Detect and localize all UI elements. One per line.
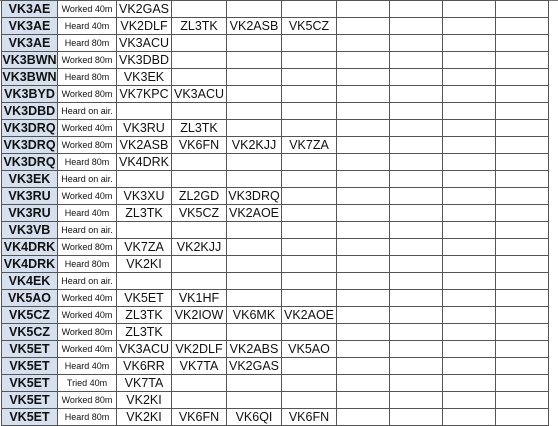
table-row: [2, 222, 549, 239]
empty-cell[interactable]: [337, 239, 390, 256]
empty-cell[interactable]: [443, 341, 496, 358]
empty-cell[interactable]: [496, 154, 549, 171]
contact-cell[interactable]: ZL3TK: [117, 324, 172, 341]
contact-cell[interactable]: VK6FN: [282, 409, 337, 426]
empty-cell[interactable]: [496, 358, 549, 375]
contact-cell[interactable]: VK3XU: [117, 188, 172, 205]
empty-cell[interactable]: [443, 69, 496, 86]
empty-cell[interactable]: [496, 1, 549, 18]
empty-cell[interactable]: [496, 256, 549, 273]
empty-cell[interactable]: [496, 103, 549, 120]
empty-cell[interactable]: [227, 52, 282, 69]
empty-cell[interactable]: [282, 154, 337, 171]
empty-cell[interactable]: [443, 239, 496, 256]
empty-cell[interactable]: [282, 120, 337, 137]
contact-cell[interactable]: VK3DRQ: [228, 189, 280, 203]
contact-cell[interactable]: VK2GAS: [117, 1, 172, 18]
table-row: [2, 86, 549, 103]
empty-cell[interactable]: [496, 205, 549, 222]
empty-cell[interactable]: [443, 307, 496, 324]
empty-cell[interactable]: [337, 392, 390, 409]
table-row: [2, 18, 549, 35]
empty-cell[interactable]: [227, 290, 282, 307]
contact-cell[interactable]: VK2DLF: [117, 18, 172, 35]
empty-cell[interactable]: [390, 341, 443, 358]
status-cell[interactable]: Heard 40m: [58, 205, 117, 222]
empty-cell[interactable]: [496, 341, 549, 358]
empty-cell[interactable]: [172, 171, 227, 188]
empty-cell[interactable]: [496, 307, 549, 324]
table-row: [2, 137, 549, 154]
contact-cell[interactable]: VK1HF: [172, 290, 227, 307]
empty-cell[interactable]: [443, 409, 496, 426]
callsign-cell[interactable]: VK5ET: [2, 341, 58, 358]
empty-cell[interactable]: [227, 103, 282, 120]
table-row: [2, 392, 549, 409]
empty-cell[interactable]: [443, 171, 496, 188]
contact-cell[interactable]: VK7TA: [172, 358, 227, 375]
status-cell[interactable]: Worked 80m: [58, 392, 117, 409]
empty-cell[interactable]: [337, 188, 390, 205]
empty-cell[interactable]: [282, 171, 337, 188]
empty-cell[interactable]: [172, 256, 227, 273]
empty-cell[interactable]: [337, 290, 390, 307]
empty-cell[interactable]: [227, 239, 282, 256]
empty-cell[interactable]: [390, 239, 443, 256]
empty-cell[interactable]: [390, 103, 443, 120]
callsign-cell[interactable]: VK5CZ: [2, 307, 58, 324]
empty-cell[interactable]: [282, 256, 337, 273]
status-cell[interactable]: Heard 80m: [58, 154, 117, 171]
contact-cell[interactable]: VK2KI: [117, 256, 172, 273]
callsign-cell[interactable]: VK4DRK: [2, 256, 58, 273]
callsign-cell[interactable]: VK3DRQ: [3, 155, 56, 169]
contact-cell[interactable]: VK2ASB: [117, 137, 172, 154]
empty-cell[interactable]: [496, 239, 549, 256]
empty-cell[interactable]: [282, 188, 337, 205]
callsign-cell[interactable]: VK5ET: [2, 358, 58, 375]
table-row: [2, 324, 549, 341]
empty-cell[interactable]: [337, 375, 390, 392]
table-row: [2, 52, 549, 69]
table-row: [2, 69, 549, 86]
table-row: [2, 290, 549, 307]
contact-cell[interactable]: ZL3TK: [117, 307, 172, 324]
empty-cell[interactable]: [390, 409, 443, 426]
contact-cell[interactable]: VK2GAS: [227, 358, 282, 375]
callsign-cell[interactable]: VK3VB: [2, 222, 58, 239]
status-cell[interactable]: Heard 40m: [58, 358, 117, 375]
status-cell[interactable]: Tried 40m: [58, 375, 117, 392]
table-row: [2, 239, 549, 256]
contact-cell[interactable]: VK2ABS: [227, 341, 282, 358]
contact-cell[interactable]: VK2ASB: [227, 18, 282, 35]
contact-cell[interactable]: VK6QI: [227, 409, 282, 426]
contact-log-table: [1, 0, 549, 426]
table-row: [2, 35, 549, 52]
contact-cell[interactable]: VK4DRK: [117, 154, 172, 171]
callsign-cell[interactable]: VK3BWN: [2, 53, 57, 67]
empty-cell[interactable]: [337, 205, 390, 222]
status-cell[interactable]: Heard 80m: [58, 69, 117, 86]
empty-cell[interactable]: [117, 103, 172, 120]
empty-cell[interactable]: [337, 120, 390, 137]
contact-cell[interactable]: VK3ACU: [117, 341, 172, 358]
contact-cell[interactable]: VK3RU: [117, 120, 172, 137]
contact-cell[interactable]: VK6MK: [227, 307, 282, 324]
empty-cell[interactable]: [390, 120, 443, 137]
empty-cell[interactable]: [227, 1, 282, 18]
empty-cell[interactable]: [337, 273, 390, 290]
empty-cell[interactable]: [390, 273, 443, 290]
empty-cell[interactable]: [496, 188, 549, 205]
empty-cell[interactable]: [390, 205, 443, 222]
empty-cell[interactable]: [117, 222, 172, 239]
empty-cell[interactable]: [172, 273, 227, 290]
empty-cell[interactable]: [443, 392, 496, 409]
contact-cell[interactable]: VK2KI: [117, 409, 172, 426]
empty-cell[interactable]: [390, 69, 443, 86]
empty-cell[interactable]: [337, 1, 390, 18]
empty-cell[interactable]: [337, 154, 390, 171]
empty-cell[interactable]: [282, 375, 337, 392]
table-row: [2, 154, 549, 171]
empty-cell[interactable]: [117, 273, 172, 290]
empty-cell[interactable]: [282, 222, 337, 239]
status-cell[interactable]: Heard on air.: [58, 103, 117, 120]
callsign-cell[interactable]: VK4DRK: [2, 239, 58, 256]
callsign-cell[interactable]: VK3RU: [2, 188, 58, 205]
empty-cell[interactable]: [496, 222, 549, 239]
empty-cell[interactable]: [282, 86, 337, 103]
empty-cell[interactable]: [496, 392, 549, 409]
empty-cell[interactable]: [443, 273, 496, 290]
table-row: [2, 103, 549, 120]
empty-cell[interactable]: [172, 375, 227, 392]
empty-cell[interactable]: [282, 69, 337, 86]
empty-cell[interactable]: [496, 18, 549, 35]
status-cell[interactable]: Worked 80m: [58, 52, 117, 69]
table-row: [2, 188, 549, 205]
contact-cell[interactable]: VK2KJJ: [172, 239, 227, 256]
empty-cell[interactable]: [496, 120, 549, 137]
empty-cell[interactable]: [172, 324, 227, 341]
callsign-cell[interactable]: VK5CZ: [2, 324, 58, 341]
contact-cell[interactable]: VK2AOE: [282, 307, 337, 324]
empty-cell[interactable]: [496, 52, 549, 69]
contact-cell[interactable]: VK7KPC: [117, 86, 172, 103]
status-cell[interactable]: Worked 40m: [58, 290, 117, 307]
empty-cell[interactable]: [496, 137, 549, 154]
status-cell[interactable]: Worked 40m: [58, 341, 117, 358]
empty-cell[interactable]: [282, 1, 337, 18]
empty-cell[interactable]: [172, 103, 227, 120]
contact-cell[interactable]: VK2IOW: [172, 307, 227, 324]
contact-cell[interactable]: VK2KI: [117, 392, 172, 409]
empty-cell[interactable]: [172, 35, 227, 52]
empty-cell[interactable]: [390, 256, 443, 273]
contact-cell[interactable]: VK3ACU: [172, 86, 227, 103]
empty-cell[interactable]: [390, 307, 443, 324]
empty-cell[interactable]: [443, 205, 496, 222]
status-cell[interactable]: Worked 40m: [58, 120, 117, 137]
callsign-cell[interactable]: VK3BWN: [2, 70, 57, 84]
empty-cell[interactable]: [443, 35, 496, 52]
contact-cell[interactable]: ZL3TK: [172, 18, 227, 35]
empty-cell[interactable]: [227, 324, 282, 341]
callsign-cell[interactable]: VK5AO: [2, 290, 58, 307]
empty-cell[interactable]: [443, 375, 496, 392]
callsign-cell[interactable]: VK3DRQ: [3, 138, 56, 152]
contact-cell[interactable]: VK5CZ: [172, 205, 227, 222]
empty-cell[interactable]: [443, 86, 496, 103]
empty-cell[interactable]: [172, 154, 227, 171]
empty-cell[interactable]: [337, 137, 390, 154]
empty-cell[interactable]: [443, 52, 496, 69]
empty-cell[interactable]: [282, 392, 337, 409]
empty-cell[interactable]: [227, 375, 282, 392]
empty-cell[interactable]: [337, 171, 390, 188]
empty-cell[interactable]: [172, 69, 227, 86]
empty-cell[interactable]: [282, 205, 337, 222]
contact-cell[interactable]: VK2DLF: [172, 341, 227, 358]
contact-cell[interactable]: VK7ZA: [282, 137, 337, 154]
table-row: [2, 409, 549, 426]
status-cell[interactable]: Heard 40m: [58, 18, 117, 35]
empty-cell[interactable]: [443, 103, 496, 120]
empty-cell[interactable]: [227, 35, 282, 52]
empty-cell[interactable]: [443, 18, 496, 35]
empty-cell[interactable]: [496, 290, 549, 307]
contact-cell[interactable]: ZL3TK: [172, 120, 227, 137]
empty-cell[interactable]: [227, 86, 282, 103]
empty-cell[interactable]: [390, 290, 443, 307]
empty-cell[interactable]: [496, 409, 549, 426]
contact-cell[interactable]: VK5CZ: [282, 18, 337, 35]
empty-cell[interactable]: [337, 222, 390, 239]
contact-cell[interactable]: VK7TA: [117, 375, 172, 392]
contact-cell[interactable]: VK6FN: [172, 409, 227, 426]
status-cell[interactable]: Heard 80m: [58, 256, 117, 273]
empty-cell[interactable]: [227, 392, 282, 409]
empty-cell[interactable]: [390, 358, 443, 375]
empty-cell[interactable]: [172, 1, 227, 18]
empty-cell[interactable]: [172, 52, 227, 69]
empty-cell[interactable]: [337, 18, 390, 35]
empty-cell[interactable]: [443, 290, 496, 307]
empty-cell[interactable]: [443, 256, 496, 273]
callsign-cell[interactable]: VK3DBD: [2, 103, 58, 120]
status-cell[interactable]: Heard on air.: [58, 222, 117, 239]
callsign-cell[interactable]: VK5ET: [2, 409, 58, 426]
status-cell[interactable]: Heard on air.: [58, 273, 117, 290]
callsign-cell[interactable]: VK5ET: [2, 375, 58, 392]
empty-cell[interactable]: [443, 358, 496, 375]
contact-cell[interactable]: VK5AO: [282, 341, 337, 358]
empty-cell[interactable]: [496, 171, 549, 188]
empty-cell[interactable]: [227, 222, 282, 239]
table-row: [2, 205, 549, 222]
empty-cell[interactable]: [282, 103, 337, 120]
empty-cell[interactable]: [337, 409, 390, 426]
empty-cell[interactable]: [390, 1, 443, 18]
empty-cell[interactable]: [337, 324, 390, 341]
callsign-cell[interactable]: VK5ET: [2, 392, 58, 409]
contact-cell[interactable]: ZL3TK: [117, 205, 172, 222]
empty-cell[interactable]: [337, 358, 390, 375]
empty-cell[interactable]: [282, 35, 337, 52]
callsign-cell[interactable]: VK4EK: [2, 273, 58, 290]
empty-cell[interactable]: [390, 324, 443, 341]
empty-cell[interactable]: [117, 171, 172, 188]
empty-cell[interactable]: [337, 341, 390, 358]
contact-cell[interactable]: VK2AOE: [227, 205, 282, 222]
empty-cell[interactable]: [496, 86, 549, 103]
status-cell[interactable]: Worked 80m: [58, 239, 117, 256]
empty-cell[interactable]: [390, 188, 443, 205]
empty-cell[interactable]: [390, 137, 443, 154]
callsign-cell[interactable]: VK3AE: [2, 18, 58, 35]
empty-cell[interactable]: [337, 256, 390, 273]
empty-cell[interactable]: [443, 154, 496, 171]
table-row: [2, 120, 549, 137]
empty-cell[interactable]: [496, 69, 549, 86]
empty-cell[interactable]: [227, 171, 282, 188]
table-row: [2, 273, 549, 290]
status-cell[interactable]: Worked 40m: [58, 307, 117, 324]
empty-cell[interactable]: [227, 273, 282, 290]
empty-cell[interactable]: [496, 375, 549, 392]
callsign-cell[interactable]: VK3AE: [2, 1, 58, 18]
empty-cell[interactable]: [390, 86, 443, 103]
empty-cell[interactable]: [337, 307, 390, 324]
table-row: [2, 171, 549, 188]
empty-cell[interactable]: [227, 69, 282, 86]
contact-cell[interactable]: VK3EK: [117, 69, 172, 86]
table-row: [2, 1, 549, 18]
empty-cell[interactable]: [443, 222, 496, 239]
table-row: [2, 375, 549, 392]
empty-cell[interactable]: [282, 290, 337, 307]
empty-cell[interactable]: [390, 222, 443, 239]
empty-cell[interactable]: [172, 222, 227, 239]
contact-cell[interactable]: VK3ACU: [117, 35, 172, 52]
empty-cell[interactable]: [443, 1, 496, 18]
empty-cell[interactable]: [390, 154, 443, 171]
contact-cell[interactable]: VK7ZA: [117, 239, 172, 256]
empty-cell[interactable]: [337, 86, 390, 103]
empty-cell[interactable]: [337, 69, 390, 86]
empty-cell[interactable]: [443, 324, 496, 341]
empty-cell[interactable]: [390, 392, 443, 409]
empty-cell[interactable]: [337, 103, 390, 120]
status-cell[interactable]: Worked 80m: [58, 324, 117, 341]
table-row: [2, 256, 549, 273]
table-row: [2, 341, 549, 358]
empty-cell[interactable]: [227, 120, 282, 137]
empty-cell[interactable]: [227, 256, 282, 273]
contact-cell[interactable]: VK2KJJ: [227, 137, 282, 154]
empty-cell[interactable]: [443, 137, 496, 154]
status-cell[interactable]: Heard 80m: [58, 409, 117, 426]
empty-cell[interactable]: [390, 171, 443, 188]
empty-cell[interactable]: [282, 239, 337, 256]
empty-cell[interactable]: [443, 120, 496, 137]
empty-cell[interactable]: [337, 35, 390, 52]
empty-cell[interactable]: [282, 273, 337, 290]
status-cell[interactable]: Worked 40m: [58, 188, 117, 205]
empty-cell[interactable]: [390, 18, 443, 35]
empty-cell[interactable]: [227, 154, 282, 171]
empty-cell[interactable]: [390, 375, 443, 392]
callsign-cell[interactable]: VK3EK: [2, 171, 58, 188]
status-cell[interactable]: Heard 80m: [58, 35, 117, 52]
contact-cell[interactable]: VK6FN: [172, 137, 227, 154]
table-row: [2, 358, 549, 375]
callsign-cell[interactable]: VK3DRQ: [3, 121, 56, 135]
contact-cell[interactable]: VK6RR: [117, 358, 172, 375]
empty-cell[interactable]: [443, 188, 496, 205]
contact-cell[interactable]: VK3DBD: [117, 52, 172, 69]
empty-cell[interactable]: [496, 324, 549, 341]
empty-cell[interactable]: [282, 324, 337, 341]
empty-cell[interactable]: [390, 35, 443, 52]
callsign-cell[interactable]: VK3RU: [2, 205, 58, 222]
contact-cell[interactable]: VK5ET: [117, 290, 172, 307]
empty-cell[interactable]: [390, 52, 443, 69]
empty-cell[interactable]: [337, 52, 390, 69]
contact-cell[interactable]: ZL2GD: [172, 188, 227, 205]
empty-cell[interactable]: [172, 392, 227, 409]
empty-cell[interactable]: [282, 358, 337, 375]
callsign-cell[interactable]: VK3BYD: [2, 86, 58, 103]
empty-cell[interactable]: [496, 273, 549, 290]
empty-cell[interactable]: [496, 35, 549, 52]
status-cell[interactable]: Heard on air.: [58, 171, 117, 188]
status-cell[interactable]: Worked 80m: [58, 86, 117, 103]
status-cell[interactable]: Worked 40m: [58, 1, 117, 18]
empty-cell[interactable]: [282, 52, 337, 69]
status-cell[interactable]: Worked 80m: [58, 137, 117, 154]
callsign-cell[interactable]: VK3AE: [2, 35, 58, 52]
table-row: [2, 307, 549, 324]
